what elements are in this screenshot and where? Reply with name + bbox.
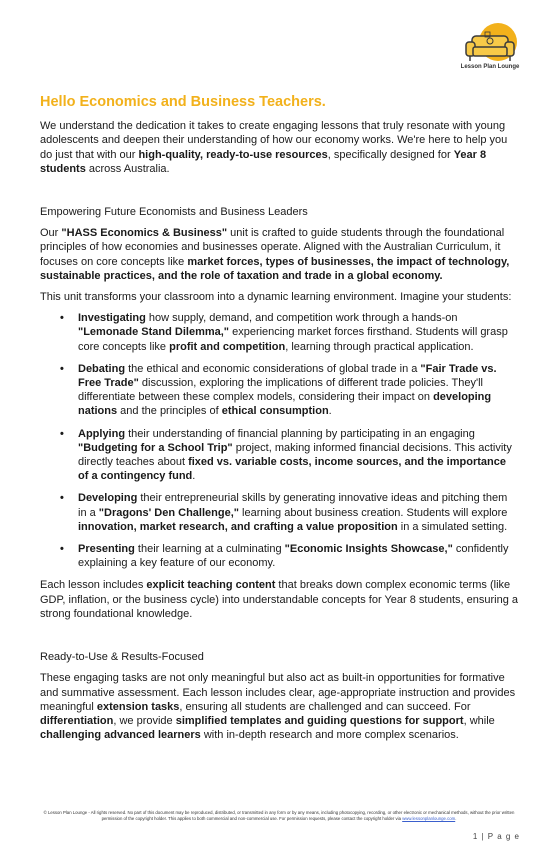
assessment-paragraph: These engaging tasks are not only meaningful but also act as built-in opportunities for formative and summative assessment. Each lesson includes clear, age-appropriate instruction and provides meaningful extension tasks, ensuring all students are challenged and can succeed. For differentiation, we provide simplified templates and guiding questions for support, while challenging advanced learners with in-depth research and more complex scenarios. [40, 672, 516, 742]
website-link[interactable]: www.lessonplanlounge.com [402, 816, 456, 821]
list-item: • Presenting their learning at a culminating "Economic Insights Showcase," confidently explaining a key feature of our economy. [78, 542, 518, 570]
section-heading-empowering: Empowering Future Economists and Business Leaders [40, 206, 308, 219]
copyright-text: © Lesson Plan Lounge - All rights reserved. No part of this document may be reproduced, distributed, or transmitted in any form or by any means, including photocopying, recording, or other electronic or mechanical methods, without the prior written permission of the copyright holder. This applies to both commercial and non-commercial use. For permission requests, please contact the copyright holder via [43, 810, 515, 821]
section-heading-ready-to-use: Ready-to-Use & Results-Focused [40, 651, 204, 664]
list-item: • Debating the ethical and economic considerations of global trade in a "Fair Trade vs. Free Trade" discussion, exploring the implications of different trade policies. They'll differentiate between these complex models, considering their impact on developing nations and the principles of ethical consumption. [78, 362, 518, 419]
unit-description-paragraph: Our "HASS Economics & Business" unit is crafted to guide students through the foundational principles of how economies and businesses operate. Aligned with the Australian Curriculum, it focuses on core concepts like market forces, types of businesses, the impact of technology, sustainable practices, and the role of taxation and trade in a global economy. [40, 227, 510, 282]
explicit-teaching-paragraph: Each lesson includes explicit teaching content that breaks down complex economic terms (like GDP, inflation, or the business cycle) into understandable concepts for Year 8 students, ensuring a strong foundational knowledge. [40, 579, 518, 620]
logo-text: Lesson Plan Lounge [460, 64, 520, 70]
copyright-footer: © Lesson Plan Lounge - All rights reserved. No part of this document may be reproduced, distributed, or transmitted in any form or by any means, including photocopying, recording, or other electronic or mechanical methods, without the prior written permission of the copyright holder. This applies to both commercial and non-commercial use. For permission requests, please contact the copyright holder via www.lessonplanlounge.com. [43, 810, 515, 821]
unit-intro-paragraph: This unit transforms your classroom into a dynamic learning environment. Imagine your students: [40, 291, 512, 304]
page-heading: Hello Economics and Business Teachers. [40, 94, 326, 110]
page-number: 1 | P a g e [472, 832, 520, 841]
intro-paragraph: We understand the dedication it takes to create engaging lessons that truly resonate with young adolescents and deepen their understanding of how our economy works. We're here to help you do just that with our high-quality, ready-to-use resources, specifically designed for Year 8 students across Australia. [40, 120, 508, 175]
document-body [40, 95, 518, 749]
list-item: • Developing their entrepreneurial skills by generating innovative ideas and pitching them in a "Dragons' Den Challenge," learning about business creation. Students will explore innovation, market research, and crafting a value proposition in a simulated setting. [78, 491, 518, 534]
list-item: • Applying their understanding of financial planning by participating in an engaging "Budgeting for a School Trip" project, making informed financial decisions. This activity directly teaches about fixed vs. variable costs, income sources, and the importance of a contingency fund. [78, 427, 518, 484]
list-item: • Investigating how supply, demand, and competition work through a hands-on "Lemonade Stand Dilemma," experiencing market forces firsthand. Students will grasp core concepts like profit and competition, learning through practical application. [78, 311, 518, 354]
activity-list [40, 311, 518, 570]
